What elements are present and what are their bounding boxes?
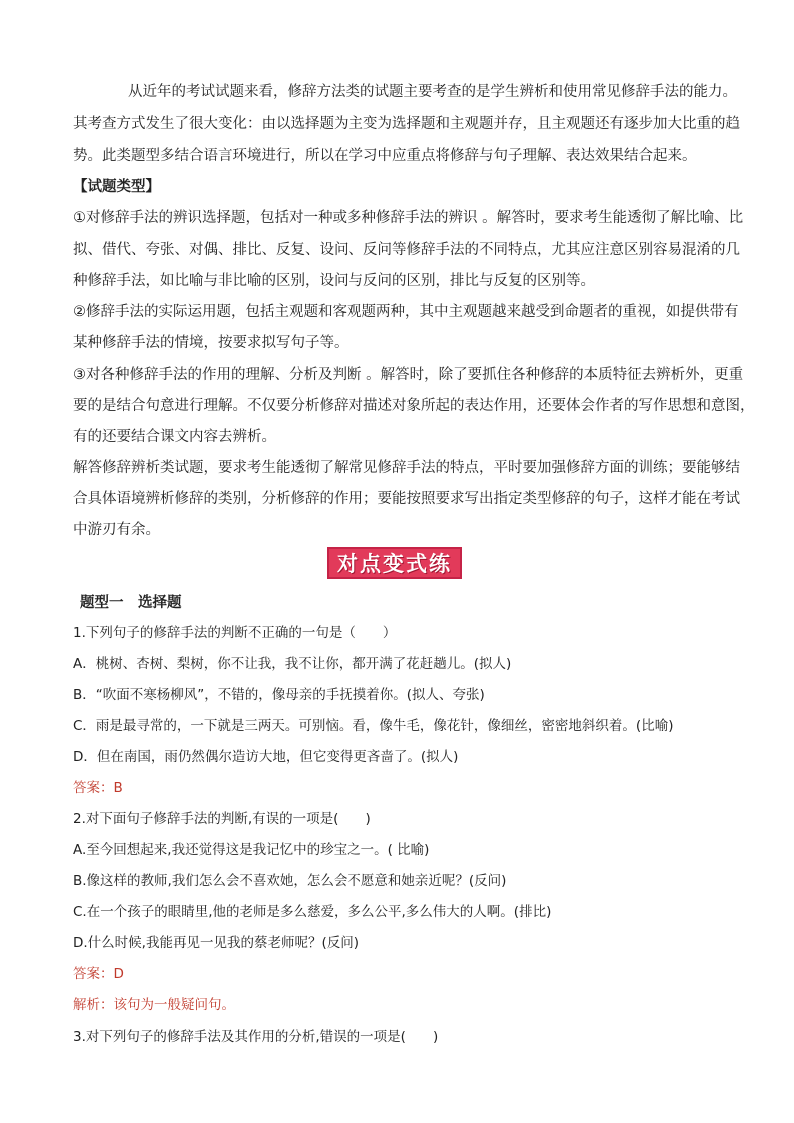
summary-line-3: 中游刃有余。	[73, 522, 160, 538]
q2-analysis: 解析：该句为一般疑问句。	[73, 997, 235, 1013]
q3-stem: 3.对下列句子的修辞手法及其作用的分析,错误的一项是( )	[73, 1029, 439, 1045]
type3-line-1: ③对各种修辞手法的作用的理解、分析及判断 。解答时，除了要抓住各种修辞的本质特征去辨析外，更重	[73, 367, 744, 383]
intro-line-1: 从近年的考试试题来看，修辞方法类的试题主要考查的是学生辨析和使用常见修辞手法的能力。	[128, 84, 737, 100]
q2-answer: 答案：D	[73, 966, 124, 982]
type1-line-3: 种修辞手法，如比喻与非比喻的区别，设问与反问的区别，排比与反复的区别等。	[73, 273, 595, 289]
intro-line-3: 势。此类题型多结合语言环境进行，所以在学习中应重点将修辞与句子理解、表达效果结合起来。	[73, 148, 697, 164]
practice-banner	[327, 547, 462, 579]
type2-line-1: ②修辞手法的实际运用题，包括主观题和客观题两种，其中主观题越来越受到命题者的重视，如提供带有	[73, 304, 739, 320]
type3-line-2: 要的是结合句意进行理解。不仅要分析修辞对描述对象所起的表达作用，还要体会作者的写作思想和意图，	[73, 398, 755, 414]
type1-line-2: 拟、借代、夸张、对偶、排比、反复、设问、反问等修辞手法的不同特点，尤其应注意区别容易混淆的几	[73, 242, 740, 258]
type3-line-3: 有的还要结合课文内容去辨析。	[73, 429, 276, 445]
q2-stem: 2.对下面句子修辞手法的判断,有误的一项是( )	[73, 811, 371, 827]
q2-option-a: A.至今回想起来,我还觉得这是我记忆中的珍宝之一。( 比喻)	[73, 842, 430, 858]
summary-line-2: 合具体语境辨析修辞的类别，分析修辞的作用；要能按照要求写出指定类型修辞的句子，这样才能在考试	[73, 491, 740, 507]
q1-option-b: B．“吹面不寒杨柳风”，不错的，像母亲的手抚摸着你。(拟人、夸张)	[73, 687, 485, 703]
type2-line-2: 某种修辞手法的情境，按要求拟写句子等。	[73, 335, 349, 351]
summary-line-1: 解答修辞辨析类试题，要求考生能透彻了解常见修辞手法的特点，平时要加强修辞方面的训练；要能够结	[73, 460, 740, 476]
type1-line-1: ①对修辞手法的辨识选择题，包括对一种或多种修辞手法的辨识 。解答时，要求考生能透彻了解比喻、比	[73, 210, 744, 226]
q1-answer: 答案：B	[73, 780, 123, 796]
q1-option-a: A．桃树、杏树、梨树，你不让我，我不让你，都开满了花赶趟儿。(拟人)	[73, 656, 512, 672]
q1-option-c: C．雨是最寻常的，一下就是三两天。可别恼。看，像牛毛，像花针，像细丝，密密地斜织着。(比喻)	[73, 718, 674, 734]
intro-line-2: 其考查方式发生了很大变化：由以选择题为主变为选择题和主观题并存，且主观题还有逐步加大比重的趋	[73, 116, 740, 132]
q1-option-d: D．但在南国，雨仍然偶尔造访大地，但它变得更吝啬了。(拟人)	[73, 749, 459, 765]
q2-option-c: C.在一个孩子的眼睛里,他的老师是多么慈爱，多么公平,多么伟大的人啊。(排比)	[73, 904, 552, 920]
section-title: 题型一 选择题	[80, 595, 182, 611]
q2-option-d: D.什么时候,我能再见一见我的蔡老师呢？(反问)	[73, 935, 360, 951]
practice-banner-label: 对点变式练	[337, 552, 452, 576]
types-heading: 【试题类型】	[73, 179, 160, 195]
q1-stem: 1.下列句子的修辞手法的判断不正确的一句是（ ）	[73, 625, 397, 641]
q2-option-b: B.像这样的教师,我们怎么会不喜欢她，怎么会不愿意和她亲近呢？(反问)	[73, 873, 507, 889]
